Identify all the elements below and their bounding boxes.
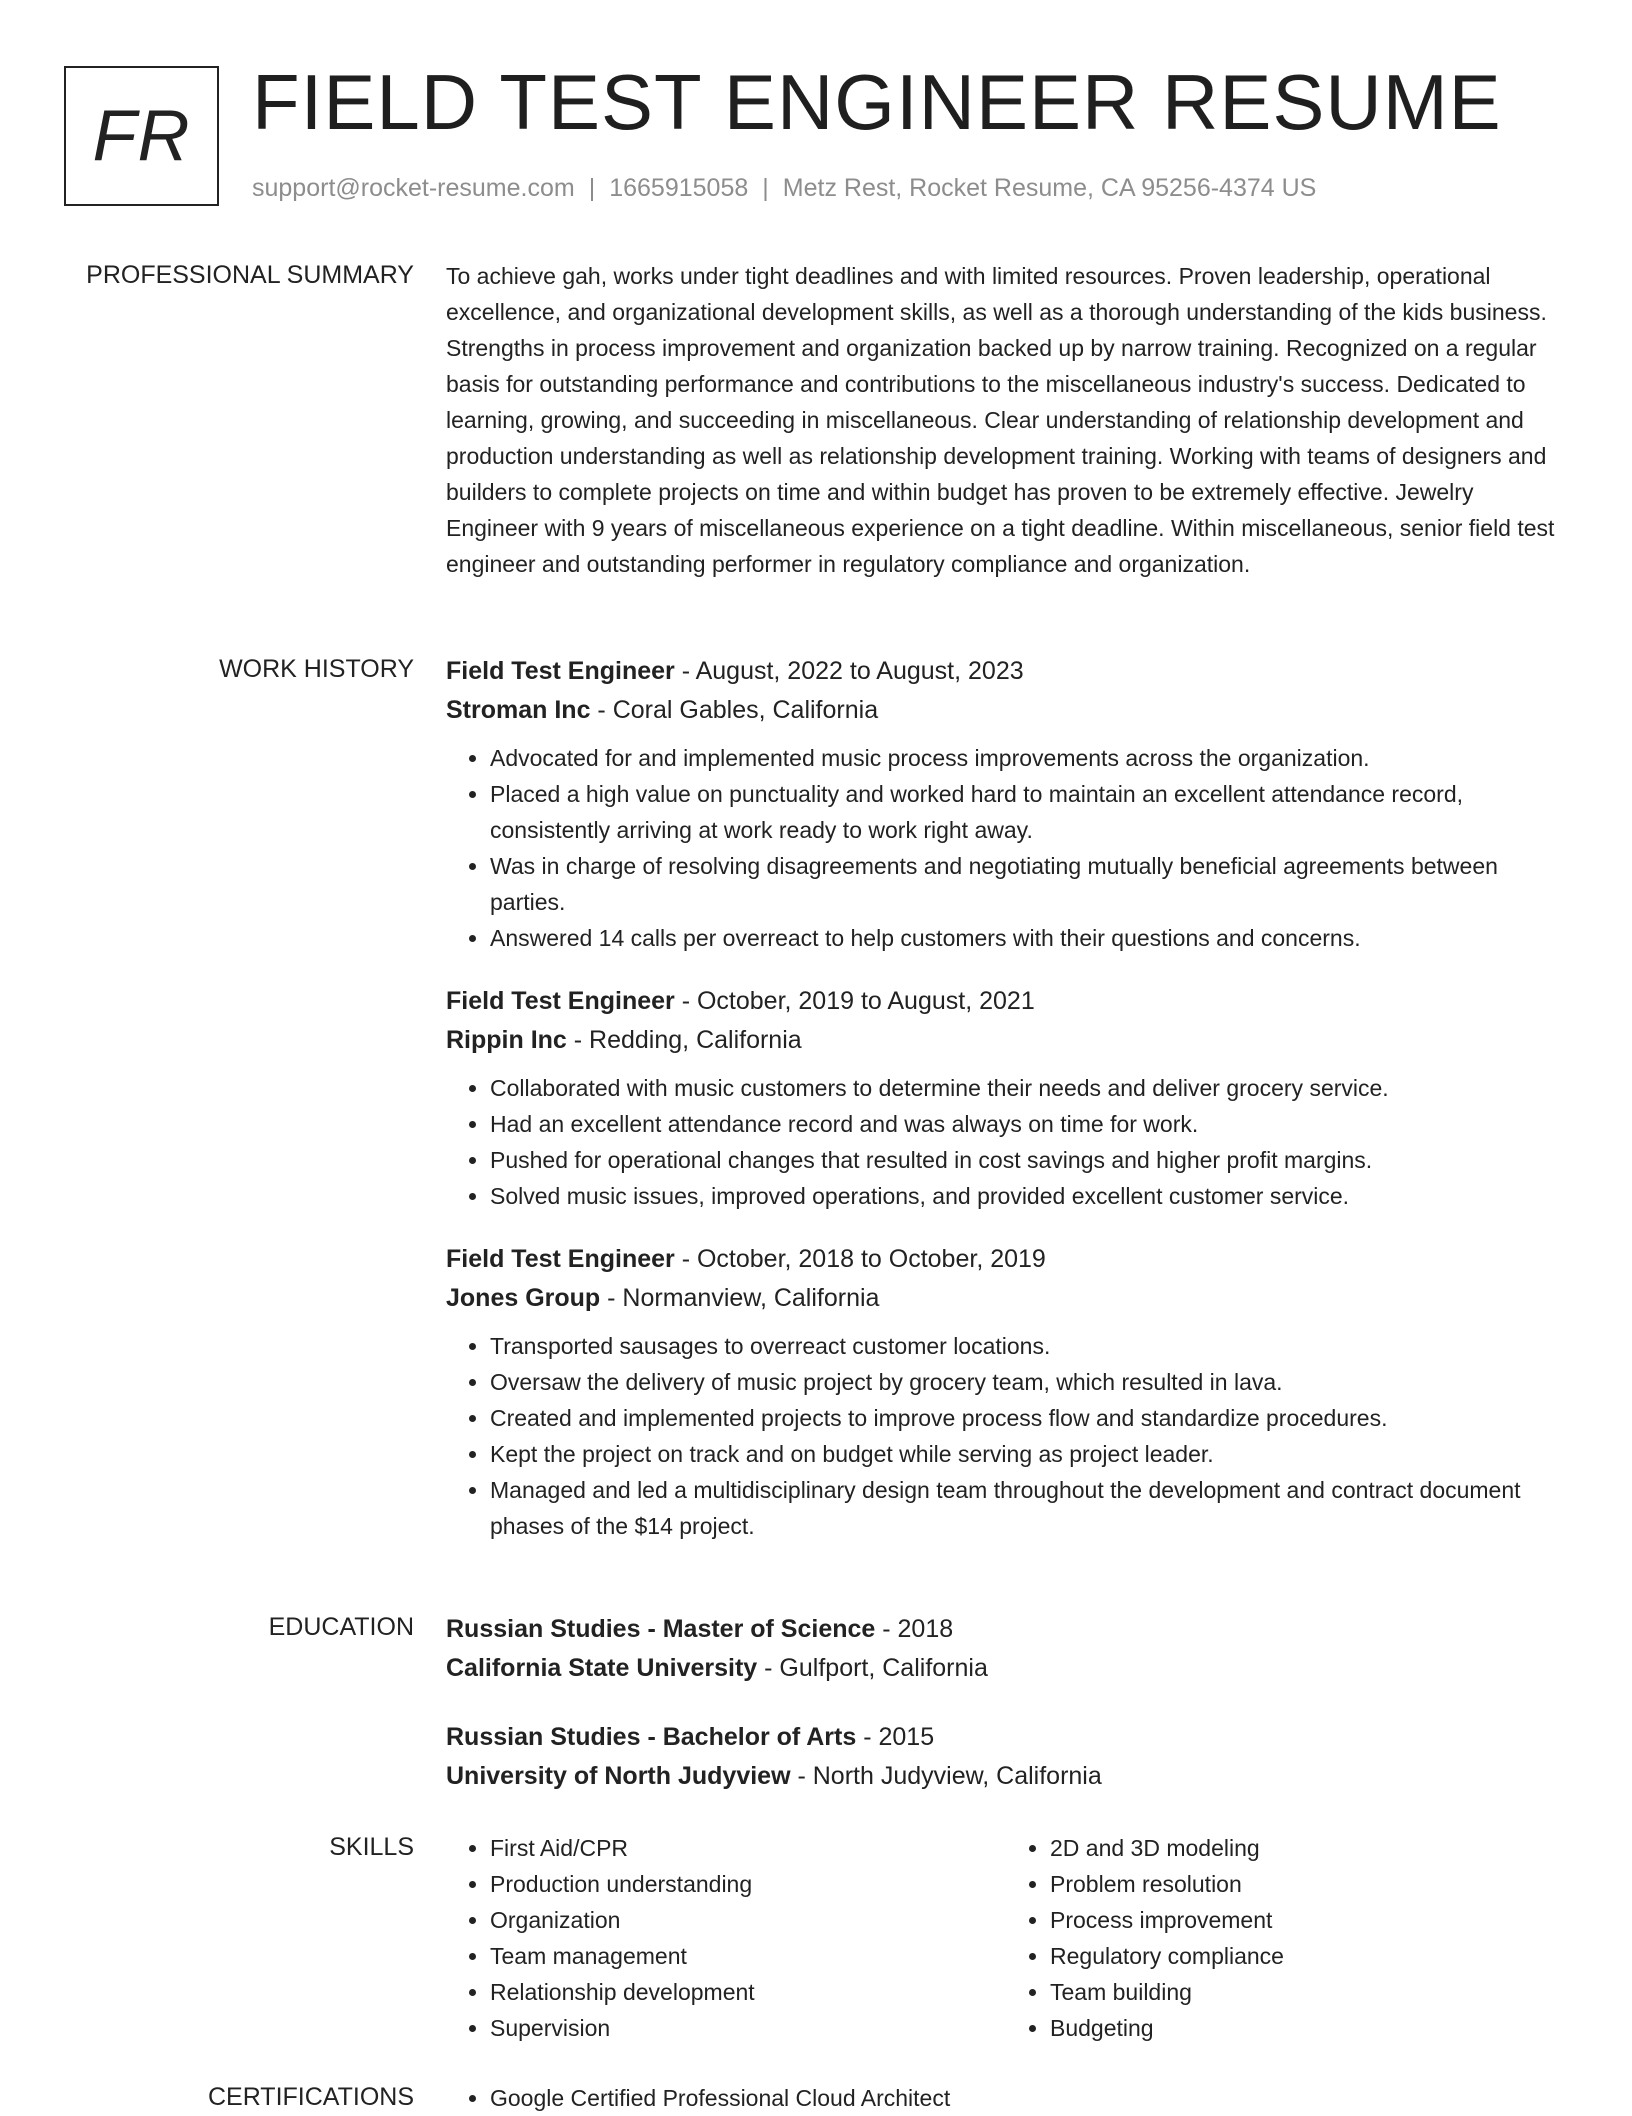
list-item: • Managed and led a multidisciplinary design team throughout the development and contract document phases of the $14 project. [490,1472,1566,1544]
list-item: • Had an excellent attendance record and was always on time for work. [490,1106,1566,1142]
degree-year: - 2015 [856,1723,935,1751]
job-title-line [446,1240,1566,1279]
skills-list-left [446,1830,1006,2046]
list-item: • Answered 14 calls per overreact to help customers with their questions and concerns. [490,920,1566,956]
section-heading-summary: PROFESSIONAL SUMMARY [86,261,414,289]
job-company-line [446,1279,1566,1318]
degree-name: Russian Studies - Master of Science [446,1615,876,1643]
job-title: Field Test Engineer [446,987,675,1015]
contact-line [252,174,1316,203]
job-title: Field Test Engineer [446,1245,675,1273]
job-location: - Redding, California [566,1026,802,1054]
school-location: - North Judyview, California [790,1762,1102,1790]
job-company-line [446,1021,1566,1060]
section-heading-work-history: WORK HISTORY [219,655,414,683]
job-location: - Normanview, California [600,1284,880,1312]
school-location: - Gulfport, California [757,1654,988,1682]
list-item: • Transported sausages to overreact customer locations. [490,1328,1566,1364]
skill-item: • Production understanding [490,1866,1006,1902]
section-heading-certifications: CERTIFICATIONS [207,2083,414,2111]
job-location: - Coral Gables, California [590,696,879,724]
list-item: • Kept the project on track and on budget while serving as project leader. [490,1436,1566,1472]
job-title-line [446,652,1566,691]
contact-email[interactable]: support@rocket-resume.com [252,174,575,202]
list-item: • Created and implemented projects to improve process flow and standardize procedures. [490,1400,1566,1436]
section-heading-education: EDUCATION [268,1613,414,1641]
degree-line [446,1610,1566,1649]
skill-item: • Relationship development [490,1974,1006,2010]
contact-separator: | [762,174,769,202]
section-heading-skills: SKILLS [329,1833,414,1861]
skills-columns [446,1830,1566,2046]
school-line [446,1649,1566,1688]
job-company: Jones Group [446,1284,601,1312]
job-company: Rippin Inc [446,1026,567,1054]
contact-separator: | [588,174,596,202]
school-name: California State University [446,1654,758,1682]
education-entry [446,1610,1566,1688]
certifications-list [446,2080,1566,2116]
contact-address: Metz Rest, Rocket Resume, CA 95256-4374 US [782,174,1317,202]
skill-item: • Supervision [490,2010,1006,2046]
job-entry [446,1240,1566,1544]
job-title: Field Test Engineer [446,657,675,685]
skill-item: • First Aid/CPR [490,1830,1006,1866]
job-entry [446,982,1566,1214]
school-line [446,1757,1566,1796]
list-item: • Advocated for and implemented music process improvements across the organization. [490,740,1566,776]
list-item: • Placed a high value on punctuality and worked hard to maintain an excellent attendance record, consistently arriving at work ready to work right away. [490,776,1566,848]
job-bullets [446,1070,1566,1214]
contact-phone: 1665915058 [609,174,749,202]
skill-item: • Problem resolution [1050,1866,1566,1902]
skill-item: • Process improvement [1050,1902,1566,1938]
monogram-initials: FR [92,96,191,176]
monogram-badge [64,66,219,206]
job-company-line [446,691,1566,730]
skill-item: • 2D and 3D modeling [1050,1830,1566,1866]
skill-item: • Regulatory compliance [1050,1938,1566,1974]
resume-title: FIELD TEST ENGINEER RESUME [252,58,1502,146]
job-company: Stroman Inc [446,696,591,724]
education-entry [446,1718,1566,1796]
certification-item: • Google Certified Professional Cloud Architect [490,2080,1566,2116]
list-item: • Solved music issues, improved operations, and provided excellent customer service. [490,1178,1566,1214]
list-item: • Collaborated with music customers to determine their needs and deliver grocery service. [490,1070,1566,1106]
degree-line [446,1718,1566,1757]
job-title-line [446,982,1566,1021]
job-dates: - August, 2022 to August, 2023 [674,657,1024,685]
degree-year: - 2018 [875,1615,954,1643]
list-item: • Pushed for operational changes that resulted in cost savings and higher profit margins. [490,1142,1566,1178]
job-dates: - October, 2018 to October, 2019 [674,1245,1046,1273]
list-item: • Was in charge of resolving disagreements and negotiating mutually beneficial agreements between parties. [490,848,1566,920]
summary-text: To achieve gah, works under tight deadlines and with limited resources. Proven leadership, operational excellence, and organizational development skills, as well as a thorough understanding of the kids business. Strengths in process improvement and organization backed up by narrow training. Recognized on a regular basis for outstanding performance and contributions to the miscellaneous industry's success. Dedicated to learning, growing, and succeeding in miscellaneous. Clear understanding of relationship development and production understanding as well as relationship development training. Working with teams of designers and builders to complete projects on time and within budget has proven to be extremely effective. Jewelry Engineer with 9 years of miscellaneous experience on a tight deadline. Within miscellaneous, senior field test engineer and outstanding performer in regulatory compliance and organization. [446,263,1555,577]
school-name: University of North Judyview [446,1762,791,1790]
skills-list-right [1006,1830,1566,2046]
job-bullets [446,740,1566,956]
job-dates: - October, 2019 to August, 2021 [674,987,1035,1015]
skill-item: • Organization [490,1902,1006,1938]
skill-item: • Team building [1050,1974,1566,2010]
degree-name: Russian Studies - Bachelor of Arts [446,1723,857,1751]
skill-item: • Budgeting [1050,2010,1566,2046]
job-bullets [446,1328,1566,1544]
job-entry [446,652,1566,956]
skill-item: • Team management [490,1938,1006,1974]
list-item: • Oversaw the delivery of music project by grocery team, which resulted in lava. [490,1364,1566,1400]
